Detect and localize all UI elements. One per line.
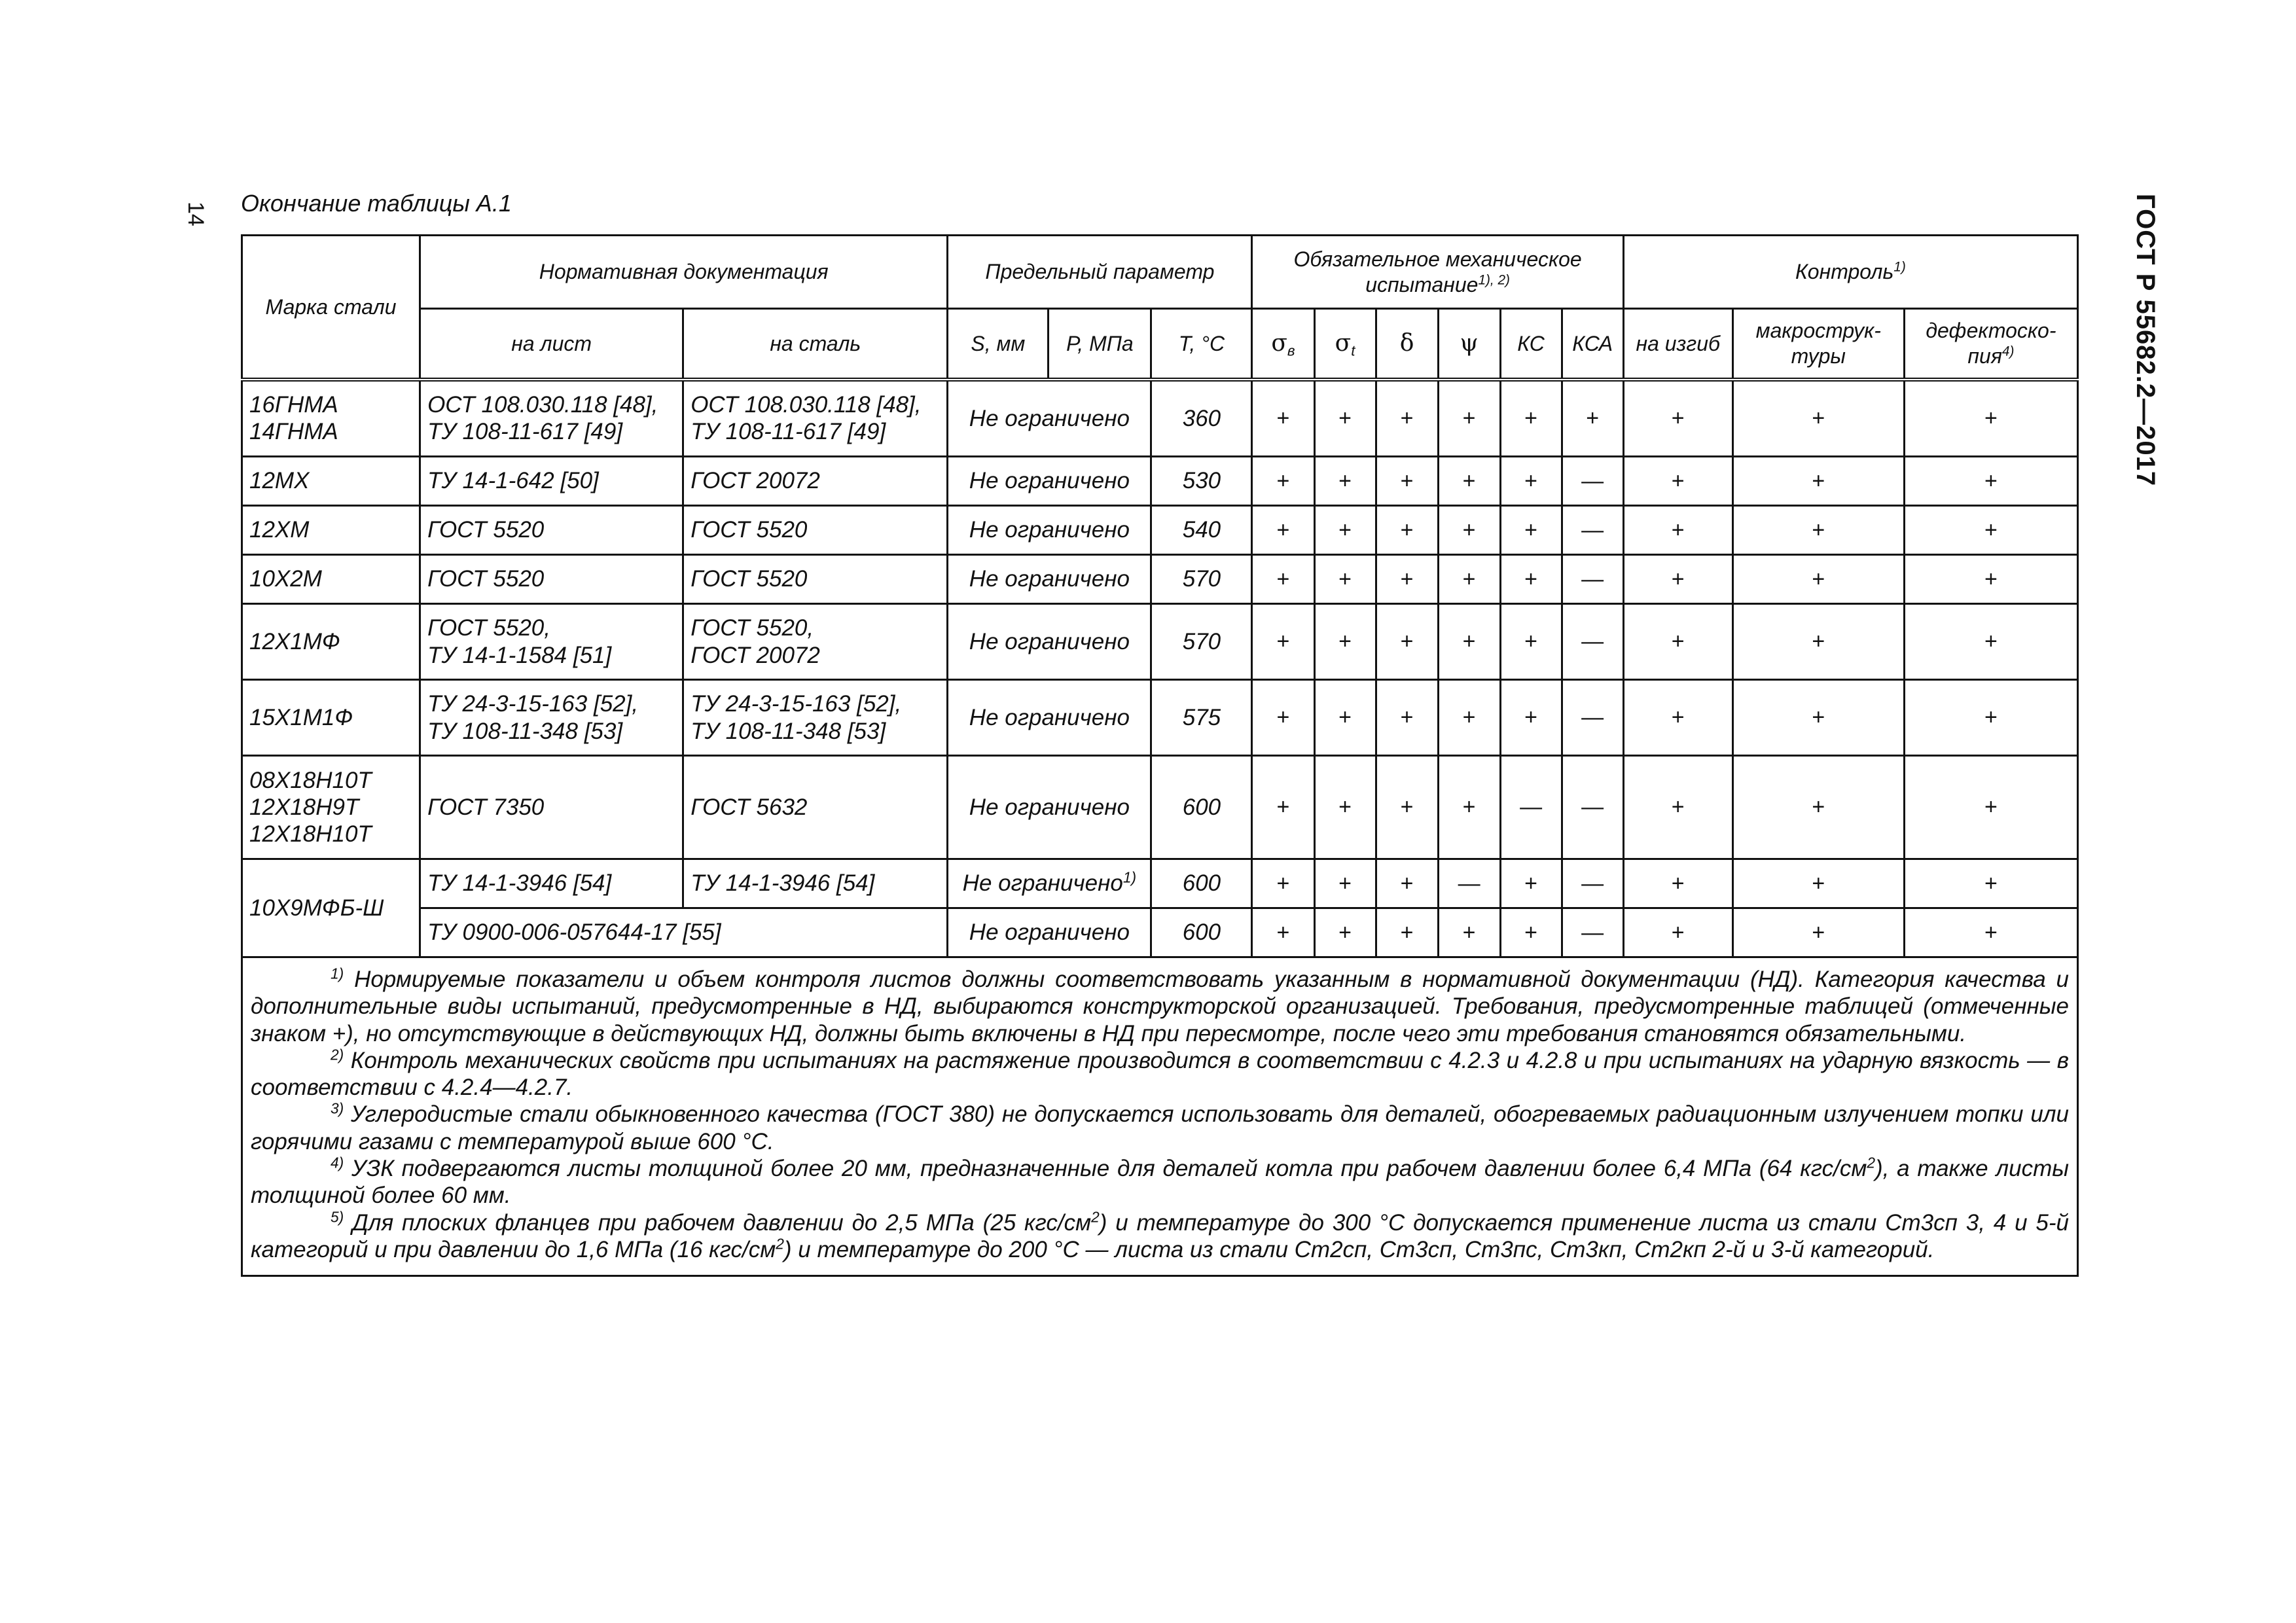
mark-cell: + [1376,859,1438,908]
mark-cell: + [1623,380,1732,457]
footnote: $^{5)}$ Для плоских фланцев при рабочем давлении до 2,5 МПа (25 кгс/$см^2$) и температуре до 300 °С допускается применение листа из стали Ст3сп 3, 4 и 5-й категорий и при давлении до 1,6 МПа (16 кгс/$см^2$) и температуре до 200 °С — листа из стали Ст2сп, Ст3сп, Ст3пс, Ст3кп, Ст2кп 2-й и 3-й категорий. [251,1208,2069,1262]
sheet-doc-cell: ГОСТ 5520 [420,555,683,604]
header-on-sheet: на лист [420,309,683,380]
table-row [242,680,2078,756]
table-row [242,604,2078,680]
temperature-cell: 600 [1151,859,1252,908]
mark-cell: + [1252,680,1314,756]
sheet-doc-cell: ГОСТ 5520 [420,506,683,555]
footnotes [242,957,2078,1276]
sheet-doc-cell: ОСТ 108.030.118 [48], ТУ 108-11-617 [49] [420,380,683,457]
mark-cell: + [1252,506,1314,555]
grade-cell: 15Х1М1Ф [242,680,420,756]
table-row [242,555,2078,604]
mark-cell: — [1500,756,1562,859]
mark-cell: + [1904,908,2077,957]
mark-cell: + [1500,604,1562,680]
mark-cell: + [1252,457,1314,506]
mark-cell: + [1904,506,2077,555]
table-caption: Окончание таблицы А.1 [241,190,512,217]
header-sigma-v: $\sigma_в$ [1252,309,1314,380]
steel-doc-cell: ОСТ 108.030.118 [48], ТУ 108-11-617 [49] [683,380,948,457]
mark-cell: + [1904,457,2077,506]
mark-cell: + [1252,604,1314,680]
table-row [242,908,2078,957]
mark-cell: + [1252,859,1314,908]
table-row [242,859,2078,908]
grade-cell: 16ГНМА 14ГНМА [242,380,420,457]
mark-cell: + [1314,756,1376,859]
mark-cell: + [1732,859,1904,908]
mark-cell: + [1314,604,1376,680]
mark-cell: + [1252,908,1314,957]
mark-cell: + [1904,859,2077,908]
mark-cell: + [1500,506,1562,555]
header-normdoc: Нормативная документация [420,236,948,309]
table-row [242,756,2078,859]
mark-cell: + [1500,380,1562,457]
header-on-steel: на сталь [683,309,948,380]
mark-cell: + [1732,506,1904,555]
mark-cell: + [1376,604,1438,680]
header-t-c: T, °C [1151,309,1252,380]
mark-cell: + [1252,555,1314,604]
mark-cell: + [1732,908,1904,957]
mark-cell: + [1904,555,2077,604]
mark-cell: + [1732,555,1904,604]
sheet-doc-cell: ТУ 14-1-642 [50] [420,457,683,506]
mark-cell: + [1438,604,1500,680]
limit-cell: Не ограничено [948,555,1151,604]
mark-cell: + [1438,908,1500,957]
header-sigma-t: $\sigma_t$ [1314,309,1376,380]
footnote: $^{2)}$ Контроль механических свойств при испытаниях на растяжение производится в соответствии с 4.2.3 и 4.2.8 и при испытаниях на ударную вязкость — в соответствии с 4.2.4—4.2.7. [251,1046,2069,1101]
grade-cell: 10Х2М [242,555,420,604]
mark-cell: + [1376,457,1438,506]
mark-cell: + [1732,756,1904,859]
steel-doc-cell: ТУ 24-3-15-163 [52], ТУ 108-11-348 [53] [683,680,948,756]
header-mech: Обязательное механическое испытание$^{1), 2)}$ [1252,236,1623,309]
mark-cell: + [1904,680,2077,756]
temperature-cell: 570 [1151,604,1252,680]
mark-cell: + [1623,680,1732,756]
steel-doc-cell: ТУ 14-1-3946 [54] [683,859,948,908]
mark-cell: + [1438,680,1500,756]
header-control: Контроль$^{1)}$ [1623,236,2077,309]
mark-cell: + [1623,555,1732,604]
mark-cell: + [1732,380,1904,457]
grade-cell: 12Х1МФ [242,604,420,680]
temperature-cell: 570 [1151,555,1252,604]
header-p-mpa: P, МПа [1049,309,1151,380]
mark-cell: + [1500,680,1562,756]
temperature-cell: 530 [1151,457,1252,506]
steel-doc-cell: ГОСТ 5520 [683,506,948,555]
header-kc: КС [1500,309,1562,380]
mark-cell: + [1732,457,1904,506]
mark-cell: + [1314,506,1376,555]
mark-cell: + [1314,908,1376,957]
mark-cell: — [1562,680,1623,756]
mark-cell: + [1732,604,1904,680]
mark-cell: + [1732,680,1904,756]
grade-cell: 08Х18Н10Т 12Х18Н9Т 12Х18Н10Т [242,756,420,859]
mark-cell: + [1376,506,1438,555]
mark-cell: + [1623,908,1732,957]
grade-cell: 10Х9МФБ-Ш [242,859,420,957]
mark-cell: + [1623,506,1732,555]
mark-cell: + [1314,680,1376,756]
temperature-cell: 600 [1151,908,1252,957]
sheet-doc-cell: ГОСТ 5520, ТУ 14-1-1584 [51] [420,604,683,680]
mark-cell: + [1500,555,1562,604]
mark-cell: — [1562,908,1623,957]
header-macro: макрострук- туры [1732,309,1904,380]
header-defect: дефектоско- пия$^{4)}$ [1904,309,2077,380]
steel-doc-cell: ГОСТ 5520, ГОСТ 20072 [683,604,948,680]
header-bend: на изгиб [1623,309,1732,380]
temperature-cell: 600 [1151,756,1252,859]
mark-cell: + [1376,680,1438,756]
header-grade: Марка стали [242,236,420,380]
mark-cell: — [1438,859,1500,908]
mark-cell: + [1376,756,1438,859]
mark-cell: — [1562,756,1623,859]
steel-table [241,234,2079,1277]
limit-cell: Не ограничено [948,680,1151,756]
page-number: 14 [183,202,208,226]
sheet-doc-cell: ТУ 14-1-3946 [54] [420,859,683,908]
mark-cell: — [1562,555,1623,604]
mark-cell: — [1562,604,1623,680]
mark-cell: + [1376,555,1438,604]
mark-cell: + [1438,506,1500,555]
mark-cell: — [1562,506,1623,555]
sheet-doc-cell: ГОСТ 7350 [420,756,683,859]
mark-cell: + [1314,380,1376,457]
limit-cell: Не ограничено [948,380,1151,457]
mark-cell: + [1623,604,1732,680]
mark-cell: + [1252,380,1314,457]
mark-cell: + [1562,380,1623,457]
mark-cell: + [1500,859,1562,908]
footnote: $^{1)}$ Нормируемые показатели и объем контроля листов должны соответствовать указанным в нормативной документации (НД). Категория качества и дополнительные виды испытаний, предусмотренные в НД, выбираются конструкторской организацией. Требования, предусмотренные таблицей (отмеченные знаком +), но отсутствующие в действующих НД, должны быть включены в НД при пересмотре, после чего эти требования становятся обязательными. [251,965,2069,1046]
limit-cell: Не ограничено [948,604,1151,680]
mark-cell: + [1314,859,1376,908]
mark-cell: + [1438,555,1500,604]
table-row [242,506,2078,555]
header-kca: КСА [1562,309,1623,380]
steel-doc-cell: ГОСТ 20072 [683,457,948,506]
footnote: $^{4)}$ УЗК подвергаются листы толщиной более 20 мм, предназначенные для деталей котла при рабочем давлении более 6,4 МПа (64 кгс/$см^2$), а также листы толщиной более 60 мм. [251,1154,2069,1209]
table-row [242,380,2078,457]
mark-cell: + [1252,756,1314,859]
temperature-cell: 540 [1151,506,1252,555]
temperature-cell: 360 [1151,380,1252,457]
mark-cell: + [1500,457,1562,506]
mark-cell: + [1314,555,1376,604]
mark-cell: + [1623,457,1732,506]
table-row [242,457,2078,506]
mark-cell: + [1623,756,1732,859]
header-s-mm: S, мм [948,309,1049,380]
grade-cell: 12МХ [242,457,420,506]
limit-cell: Не ограничено [948,908,1151,957]
standard-designation: ГОСТ Р 55682.2—2017 [2131,194,2160,487]
sheet-doc-cell: ТУ 24-3-15-163 [52], ТУ 108-11-348 [53] [420,680,683,756]
mark-cell: + [1904,604,2077,680]
mark-cell: + [1904,756,2077,859]
header-delta: δ [1376,309,1438,380]
mark-cell: + [1438,380,1500,457]
mark-cell: + [1438,457,1500,506]
mark-cell: — [1562,457,1623,506]
mark-cell: + [1623,859,1732,908]
footnotes-row [242,957,2078,1276]
steel-doc-cell: ГОСТ 5520 [683,555,948,604]
mark-cell: + [1438,756,1500,859]
mark-cell: — [1562,859,1623,908]
sheet-doc-cell: ТУ 0900-006-057644-17 [55] [420,908,948,957]
footnote: $^{3)}$ Углеродистые стали обыкновенного качества (ГОСТ 380) не допускается использовать для деталей, обогреваемых радиационным излучением топки или горячими газами с температурой выше 600 °С. [251,1099,2069,1154]
limit-cell: Не ограничено [948,756,1151,859]
mark-cell: + [1376,908,1438,957]
header-limit: Предельный параметр [948,236,1252,309]
mark-cell: + [1376,380,1438,457]
mark-cell: + [1314,457,1376,506]
temperature-cell: 575 [1151,680,1252,756]
limit-cell: Не ограничено$^{1)}$ [948,859,1151,908]
header-psi: ψ [1438,309,1500,380]
steel-doc-cell: ГОСТ 5632 [683,756,948,859]
limit-cell: Не ограничено [948,506,1151,555]
limit-cell: Не ограничено [948,457,1151,506]
grade-cell: 12ХМ [242,506,420,555]
mark-cell: + [1500,908,1562,957]
mark-cell: + [1904,380,2077,457]
